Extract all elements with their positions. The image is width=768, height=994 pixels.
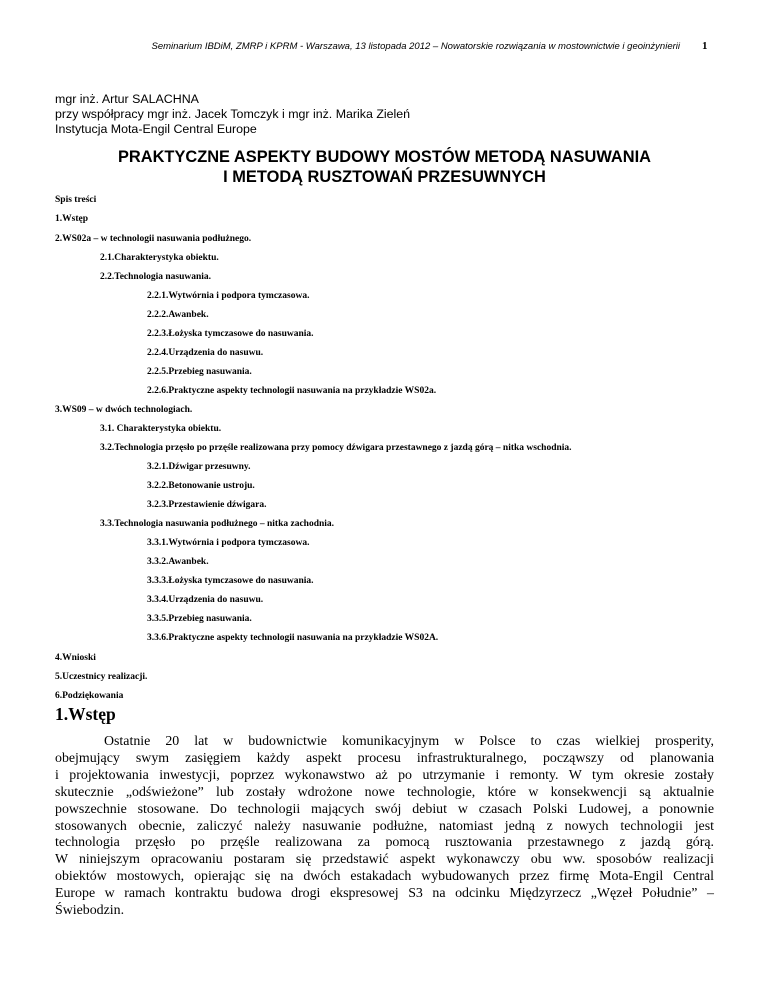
toc-item: 3.WS09 – w dwóch technologiach. bbox=[55, 405, 193, 415]
paragraph-line: obejmujący swym zasięgiem każdy aspekt procesu infrastrukturalnego, począwszy od planowania bbox=[55, 750, 714, 766]
toc-item: 1.Wstęp bbox=[55, 214, 88, 224]
toc-item: 2.2.6.Praktyczne aspekty technologii nasuwania na przykładzie WS02a. bbox=[147, 386, 437, 396]
paragraph-line: i projektowania inwestycji, poprzez wykonawstwo aż po utrzymanie i remonty. W tym okresie zostały bbox=[55, 767, 714, 783]
toc-item: 3.1. Charakterystyka obiektu. bbox=[100, 424, 222, 434]
toc-item: 3.3.3.Łożyska tymczasowe do nasuwania. bbox=[147, 576, 314, 586]
toc-item: 3.3.2.Awanbek. bbox=[147, 557, 209, 567]
toc-item: 3.3.5.Przebieg nasuwania. bbox=[147, 614, 252, 624]
page-number: 1 bbox=[702, 40, 708, 52]
toc-item: 2.2.3.Łożyska tymczasowe do nasuwania. bbox=[147, 329, 314, 339]
toc-item: 6.Podziękowania bbox=[55, 691, 124, 701]
paragraph-line: skutecznie „odświeżone” lub zostały wdrożone nowe technologie, które w konsekwencji są aktualnie bbox=[55, 784, 714, 800]
toc-item: 2.2.Technologia nasuwania. bbox=[100, 272, 212, 282]
toc-item: 2.WS02a – w technologii nasuwania podłużnego. bbox=[55, 234, 252, 244]
toc-heading: Spis treści bbox=[55, 195, 97, 205]
toc-item: 2.2.4.Urządzenia do nasuwu. bbox=[147, 348, 264, 358]
paper-title bbox=[55, 147, 714, 187]
toc-item: 3.2.2.Betonowanie ustroju. bbox=[147, 481, 255, 491]
paragraph-line: powszechnie stosowane. Do technologii mających swój debiut w czasach Polski Ludowej, a ponownie bbox=[55, 801, 714, 817]
title-line: I METODĄ RUSZTOWAŃ PRZESUWNYCH bbox=[223, 168, 546, 186]
paragraph-line: obiektów mostowych, opierając się na dwóch estakadach wybudowanych przez firmę Mota-Engil Central bbox=[55, 869, 714, 885]
author-name: mgr inż. Artur SALACHNA bbox=[55, 92, 199, 106]
title-line: PRAKTYCZNE ASPEKTY BUDOWY MOSTÓW METODĄ NASUWANIA bbox=[117, 148, 651, 166]
paragraph-line: Europe w ramach kontraktu budowa drogi ekspresowej S3 na odcinku Międzyrzecz „Węzeł Południe” – bbox=[55, 886, 714, 902]
paragraph-line: Świebodzin. bbox=[55, 903, 125, 919]
toc-item: 3.2.Technologia przęsło po przęśle realizowana przy pomocy dźwigara przestawnego z jazdą górą – nitka wschodnia. bbox=[100, 443, 572, 453]
toc-item: 3.3.Technologia nasuwania podłużnego – nitka zachodnia. bbox=[100, 519, 335, 529]
toc-item: 2.1.Charakterystyka obiektu. bbox=[100, 253, 219, 263]
toc-item: 2.2.5.Przebieg nasuwania. bbox=[147, 367, 252, 377]
paragraph-line: stosowanych obecnie, zaliczyć należy nasuwanie podłużne, natomiast jedną z nowych technologii jest bbox=[55, 818, 714, 834]
body-paragraph bbox=[55, 734, 714, 920]
toc-item: 4.Wnioski bbox=[55, 653, 96, 663]
author-institution: Instytucja Mota-Engil Central Europe bbox=[55, 122, 257, 137]
running-header: Seminarium IBDiM, ZMRP i KPRM - Warszawa, 13 listopada 2012 – Nowatorskie rozwiązania w mostownictwie i geoinżynierii bbox=[151, 41, 680, 52]
paragraph-line: technologia przęsło po przęśle realizowana za pomocą rusztowania przestawnego z jazdą górą. bbox=[55, 835, 714, 851]
toc-item: 5.Uczestnicy realizacji. bbox=[55, 672, 148, 682]
author-block bbox=[55, 92, 410, 138]
paragraph-line: W niniejszym opracowaniu postaram się przedstawić aspekt wykonawczy obu ww. sposobów realizacji bbox=[55, 852, 714, 868]
toc-item: 3.3.6.Praktyczne aspekty technologii nasuwania na przykładzie WS02A. bbox=[147, 633, 439, 643]
paragraph-line: Ostatnie 20 lat w budownictwie komunikacyjnym w Polsce to czas wielkiej prosperity, bbox=[104, 734, 714, 749]
toc-item: 3.3.1.Wytwórnia i podpora tymczasowa. bbox=[147, 538, 310, 548]
section-heading: 1.Wstęp bbox=[55, 704, 116, 724]
toc-item: 2.2.1.Wytwórnia i podpora tymczasowa. bbox=[147, 291, 310, 301]
toc-item: 3.2.1.Dźwigar przesuwny. bbox=[147, 462, 251, 472]
toc-item: 3.3.4.Urządzenia do nasuwu. bbox=[147, 595, 264, 605]
toc-item: 3.2.3.Przestawienie dźwigara. bbox=[147, 500, 267, 510]
co-authors: przy współpracy mgr inż. Jacek Tomczyk i mgr inż. Marika Zieleń bbox=[55, 107, 411, 122]
toc-item: 2.2.2.Awanbek. bbox=[147, 310, 209, 320]
